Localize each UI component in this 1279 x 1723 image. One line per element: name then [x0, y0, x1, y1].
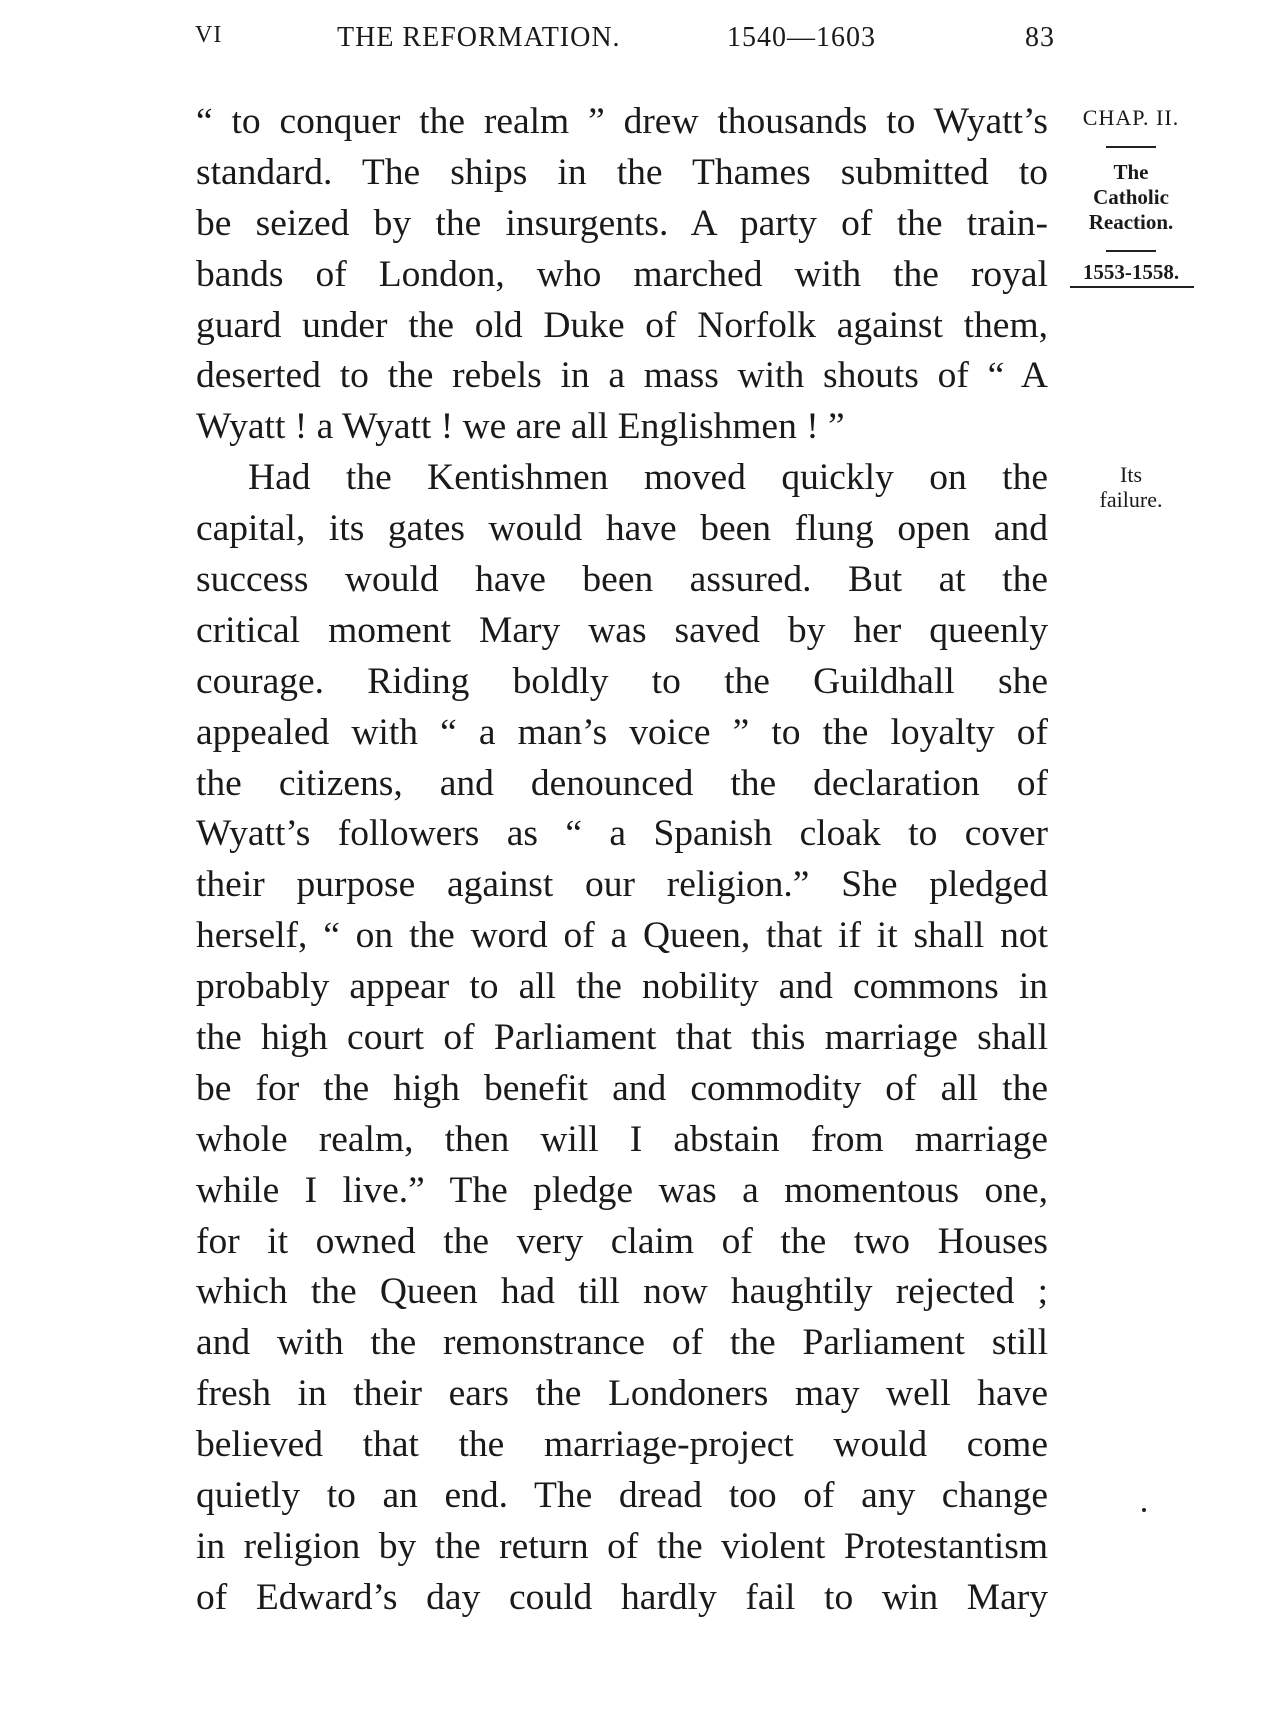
text-line: and with the remonstrance of the Parliament still [196, 1322, 1048, 1364]
text-line: courage. Riding boldly to the Guildhall she [196, 660, 1048, 702]
text-line: appealed with “ a man’s voice ” to the loyalty of [196, 711, 1048, 753]
sidenote-rule [1106, 250, 1156, 252]
running-dates: 1540—1603 [727, 22, 876, 53]
sidenote-heading-line: Catholic [1093, 185, 1169, 209]
text-line: Wyatt ! a Wyatt ! we are all Englishmen ! ” [196, 406, 845, 448]
text-line: of Edward’s day could hardly fail to win Mary [196, 1576, 1048, 1618]
text-line: deserted to the rebels in a mass with shouts of “ A [196, 355, 1048, 397]
margin-note-line: failure. [1099, 487, 1163, 512]
text-line: which the Queen had till now haughtily rejected ; [196, 1271, 1048, 1313]
sidenote-rule [1070, 286, 1194, 288]
text-line: probably appear to all the nobility and commons in [196, 966, 1048, 1008]
sidenote-heading-line: The [1113, 160, 1149, 184]
text-line: while I live.” The pledge was a momentous one, [196, 1169, 1048, 1211]
ink-speck [1142, 1508, 1146, 1512]
text-line: be for the high benefit and commodity of all the [196, 1067, 1048, 1109]
text-line: their purpose against our religion.” She pledged [196, 864, 1048, 906]
sidenote-rule [1106, 146, 1156, 148]
text-line: bands of London, who marched with the royal [196, 253, 1048, 295]
sidenote-heading [1066, 160, 1196, 235]
text-line: be seized by the insurgents. A party of the train- [196, 202, 1048, 244]
text-line: fresh in their ears the Londoners may well have [196, 1373, 1048, 1415]
text-line: Had the Kentishmen moved quickly on the [248, 457, 1048, 499]
sidenote-date-range: 1553-1558. [1082, 260, 1180, 284]
text-line: Wyatt’s followers as “ a Spanish cloak to cover [196, 813, 1048, 855]
text-line: standard. The ships in the Thames submitted to [196, 151, 1048, 193]
text-line: the citizens, and denounced the declaration of [196, 762, 1048, 804]
text-line: guard under the old Duke of Norfolk against them, [196, 304, 1048, 346]
page-number: 83 [1025, 22, 1055, 53]
text-line: whole realm, then will I abstain from marriage [196, 1118, 1048, 1160]
section-numeral: VI [195, 22, 223, 48]
text-line: in religion by the return of the violent Protestantism [196, 1525, 1048, 1567]
body-text [196, 97, 1048, 1624]
sidenote-margin-note [1066, 462, 1196, 512]
text-line: success would have been assured. But at the [196, 559, 1048, 601]
text-line: quietly to an end. The dread too of any change [196, 1475, 1048, 1517]
text-line: herself, “ on the word of a Queen, that if it shall not [196, 915, 1048, 957]
sidenote-chapter: CHAP. II. [1082, 105, 1180, 130]
text-line: “ to conquer the realm ” drew thousands to Wyatt’s [196, 101, 1048, 142]
text-line: believed that the marriage-project would come [196, 1424, 1048, 1466]
running-head [195, 22, 1055, 62]
sidenote-heading-line: Reaction. [1088, 210, 1174, 234]
text-line: for it owned the very claim of the two Houses [196, 1220, 1048, 1262]
text-line: capital, its gates would have been flung open and [196, 508, 1048, 550]
running-title: THE REFORMATION. [337, 22, 621, 53]
text-line: the high court of Parliament that this marriage shall [196, 1017, 1048, 1059]
text-line: critical moment Mary was saved by her queenly [196, 609, 1048, 651]
margin-note-line: Its [1120, 462, 1142, 487]
